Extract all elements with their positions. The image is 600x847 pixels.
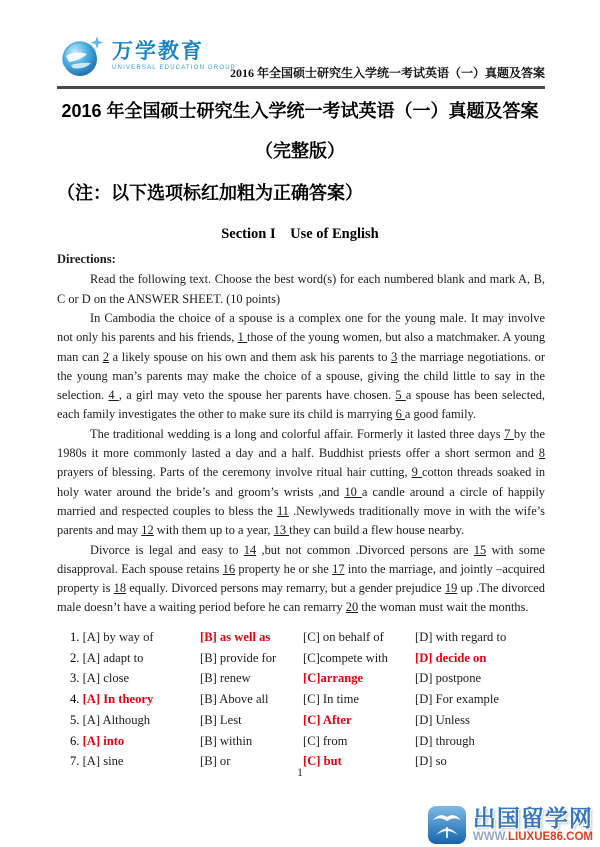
option-label: [B] Above all	[200, 692, 269, 707]
page-number: 1	[297, 767, 303, 779]
option-label: [B] or	[200, 754, 231, 769]
passage-text: with some disapproval. Each spouse retains	[57, 542, 545, 576]
option-label: [C] In time	[303, 692, 359, 707]
blank-number: 16	[222, 561, 236, 576]
option-label: [B] renew	[200, 671, 251, 686]
option-cell	[70, 731, 200, 752]
passage-text: In Cambodia the choice of a spouse is a complex one for the young male. It may involve not only his parents and his friends,	[57, 311, 545, 345]
passage-text: a good family.	[404, 407, 477, 422]
passage-text: those of the young women, but also a matchmaker. A young man can	[57, 330, 546, 364]
question-row	[57, 710, 545, 731]
directions-label: Directions:	[57, 252, 116, 266]
option-cell	[70, 710, 200, 731]
option-cell	[303, 668, 415, 689]
passage-text: a likely spouse on his own and them ask his parents to	[109, 349, 392, 364]
passage-text: by the 1980s it more commonly lasted a day and a half. Buddhist priests offer a short sermon and	[57, 426, 545, 461]
question-number: 4.	[70, 692, 83, 707]
blank-number: 1	[237, 330, 248, 345]
option-label: [B] Lest	[200, 712, 242, 727]
passage-text: cotton threads soaked in holy water around the bride’s and groom’s wrists ,and	[57, 465, 546, 499]
page-header	[57, 30, 545, 84]
option-cell	[303, 731, 415, 752]
options-table	[57, 627, 545, 772]
passage-text: they can build a flew house nearby.	[289, 523, 465, 538]
passage-text: with them up to a year,	[153, 523, 274, 538]
blank-number: 12	[141, 523, 154, 538]
option-cell	[415, 689, 545, 710]
option-label: [D] postpone	[415, 671, 482, 686]
option-label-correct: [A] In theory	[82, 692, 154, 707]
passage-paragraph	[57, 309, 545, 425]
question-number: 7.	[70, 754, 83, 769]
blank-number: 18	[113, 581, 127, 596]
option-label: [A] adapt to	[82, 650, 144, 665]
blank-number: 13	[273, 523, 290, 538]
option-label: [A] sine	[82, 754, 124, 769]
option-cell	[415, 627, 545, 648]
directions-text: Read the following text. Choose the best word(s) for each numbered blank and mark A, B, C or D on the ANSWER SHEET. (10 points)	[57, 272, 545, 306]
passage-text: a spouse has been selected, each family investigates the other to make sure its child is marrying	[57, 388, 546, 422]
question-row	[57, 689, 545, 710]
option-cell	[200, 731, 303, 752]
option-cell	[70, 627, 200, 648]
option-cell	[415, 710, 545, 731]
passage-paragraph	[57, 541, 545, 618]
blank-number: 20	[345, 600, 359, 615]
option-label: [D] Unless	[415, 712, 470, 727]
option-cell	[70, 668, 200, 689]
passage-text: the marriage negotiations. or the young man’s parents may make the choice of a spouse, giving the child little to say in the selection.	[57, 349, 545, 403]
subtitle: （完整版）	[255, 141, 345, 161]
logo-text-en: UNIVERSAL EDUCATION GROUP	[112, 65, 237, 71]
blank-number: 11	[276, 503, 289, 518]
blank-number: 4	[108, 388, 119, 403]
option-cell	[415, 668, 545, 689]
blank-number: 8	[538, 446, 545, 461]
option-label-correct: [C]arrange	[303, 671, 364, 686]
option-cell	[303, 710, 415, 731]
passage-paragraph	[57, 425, 545, 541]
option-label: [D] For example	[415, 692, 499, 707]
question-number: 2.	[70, 650, 83, 665]
option-label: [A] by way of	[82, 630, 154, 644]
blank-number: 14	[243, 542, 257, 557]
question-number: 6.	[70, 733, 83, 748]
question-row	[57, 627, 545, 648]
passage-text: prayers of blessing. Parts of the ceremony involve ritual hair cutting,	[57, 465, 412, 480]
blank-number: 10	[344, 484, 362, 499]
watermark-site-name: 出国留学网	[472, 804, 593, 831]
passage-text: up .The divorced male doesn’t have a waiting period before he can remarry	[57, 581, 545, 615]
logo-text	[112, 41, 236, 71]
option-cell	[70, 648, 200, 669]
answer-note: （注：以下选项标红加粗为正确答案）	[57, 183, 363, 203]
option-label: [A] close	[82, 671, 130, 686]
question-row	[57, 731, 545, 752]
option-label-correct: [B] as well as	[200, 630, 271, 644]
question-number: 3.	[70, 671, 83, 686]
blank-number: 19	[444, 581, 458, 596]
blank-number: 5	[395, 388, 406, 403]
option-label: [B] provide for	[200, 650, 277, 665]
option-label-correct: [C] but	[303, 754, 342, 769]
header-doc-title: 2016 年全国硕士研究生入学统一考试英语（一）真题及答案	[229, 66, 545, 80]
option-cell	[303, 689, 415, 710]
option-label: [C] from	[303, 733, 348, 748]
blank-number: 2	[102, 349, 110, 364]
option-label: [D] with regard to	[415, 630, 507, 644]
option-label: [A] Although	[82, 712, 151, 727]
option-cell	[415, 731, 545, 752]
option-label-correct: [A] into	[82, 733, 125, 748]
option-cell	[200, 710, 303, 731]
globe-icon	[57, 32, 105, 80]
question-row	[57, 668, 545, 689]
wanxue-logo	[57, 32, 236, 80]
option-label: [C] on behalf of	[303, 630, 384, 644]
blank-number: 17	[332, 561, 345, 576]
option-cell	[415, 648, 545, 669]
question-row	[57, 648, 545, 669]
blank-number: 6	[395, 407, 405, 422]
blank-number: 15	[473, 542, 487, 557]
watermark-url	[473, 832, 593, 844]
option-cell	[200, 648, 303, 669]
watermark-url-main: LIUXUE86.COM	[508, 830, 593, 843]
main-title: 2016 年全国硕士研究生入学统一考试英语（一）真题及答案	[61, 101, 539, 121]
option-label: [D] through	[415, 733, 475, 748]
option-cell	[200, 627, 303, 648]
section-heading: Section I Use of English	[221, 226, 379, 242]
option-label: [B] within	[200, 733, 253, 748]
blank-number: 3	[391, 349, 398, 364]
passage-text: a candle around a circle of happily married and respected couples to bless the	[57, 484, 545, 518]
option-label-correct: [D] decide on	[415, 650, 487, 665]
blank-number: 7	[504, 426, 514, 441]
question-number: 5.	[70, 712, 83, 727]
option-cell	[303, 648, 415, 669]
passage-text: equally. Divorced persons may remarry, but a gender prejudice	[126, 581, 445, 596]
liuxue-watermark	[427, 805, 593, 845]
option-label: [D] so	[415, 754, 447, 769]
passage-text: .Newlyweds traditionally move in with the wife’s parents and may	[57, 503, 545, 538]
passage-text: The traditional wedding is a long and colorful affair. Formerly it lasted three days	[90, 426, 505, 441]
option-cell	[303, 627, 415, 648]
passage-text: ,but not common .Divorced persons are	[256, 542, 474, 557]
logo-text-cn: 万学教育	[112, 40, 204, 63]
passage-text: the woman must wait the months.	[358, 600, 529, 615]
passage-text: , a girl may veto the spouse her parents have chosen.	[118, 388, 396, 403]
liuxue-logo-icon	[427, 805, 467, 845]
passage-text: into the marriage, and jointly –acquired property is	[57, 561, 546, 596]
watermark-text	[472, 804, 593, 844]
header-rule	[57, 86, 545, 89]
option-label: [C]compete with	[303, 650, 388, 665]
option-cell	[200, 689, 303, 710]
blank-number: 9	[411, 465, 422, 480]
passage-text: Divorce is legal and easy to	[90, 542, 244, 557]
option-cell	[70, 689, 200, 710]
watermark-url-prefix: WWW.	[472, 830, 508, 843]
option-cell	[200, 668, 303, 689]
passage-text: property he or she	[235, 561, 333, 576]
option-label-correct: [C] After	[303, 712, 352, 727]
question-number: 1.	[70, 630, 83, 644]
cloze-passage	[57, 309, 545, 618]
